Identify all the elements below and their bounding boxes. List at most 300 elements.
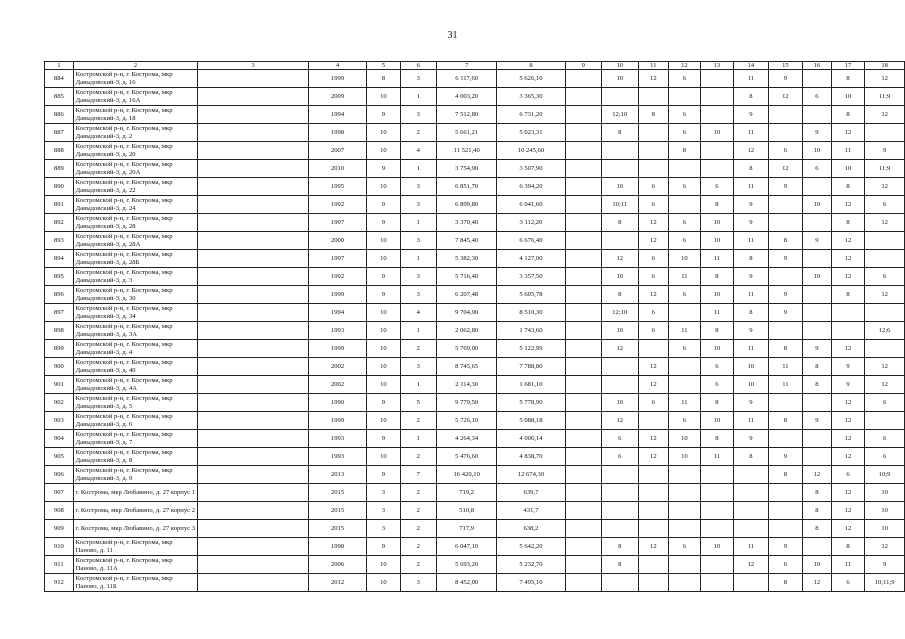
table-row (45, 106, 905, 124)
column-number-cell: 16 (803, 62, 832, 70)
table-cell: 2009 (308, 88, 366, 106)
table-cell: 6 (669, 538, 701, 556)
column-number-cell: 13 (700, 62, 734, 70)
table-cell (768, 430, 802, 448)
table-row (45, 556, 905, 574)
table-cell: 8 (734, 160, 768, 178)
table-cell (865, 124, 905, 142)
row-number-cell: 898 (45, 322, 74, 340)
address-cell: Костромской р-н, г. Кострома, мкр Давыдовский-3, д. 9 (73, 466, 197, 484)
table-cell (565, 430, 601, 448)
table-cell: 4 (400, 142, 436, 160)
table-cell (198, 160, 309, 178)
table-cell: 8 (803, 376, 832, 394)
table-cell: 3 (400, 232, 436, 250)
table-cell: 12 (865, 70, 905, 88)
table-row (45, 376, 905, 394)
table-cell: 1993 (308, 448, 366, 466)
column-number-cell: 1 (45, 62, 74, 70)
table-cell (700, 520, 734, 538)
table-cell: 11;9 (865, 88, 905, 106)
row-number-cell: 903 (45, 412, 74, 430)
table-cell: 12 (865, 106, 905, 124)
table-cell: 10 (803, 556, 832, 574)
table-cell (565, 394, 601, 412)
table-cell: 12 (865, 358, 905, 376)
table-cell: 9 (734, 106, 768, 124)
table-cell: 12 (638, 376, 669, 394)
table-cell: 8 (768, 466, 802, 484)
table-cell: 5 769,00 (437, 340, 497, 358)
table-cell (669, 520, 701, 538)
table-cell (768, 394, 802, 412)
table-cell (198, 106, 309, 124)
table-cell (669, 466, 701, 484)
table-cell: 11 (734, 340, 768, 358)
table-cell: 8 (601, 538, 638, 556)
table-cell: 3 507,90 (497, 160, 565, 178)
table-cell: 9 (768, 448, 802, 466)
table-cell: 8 (601, 124, 638, 142)
table-cell: 8 (367, 70, 401, 88)
table-cell: 12 (734, 142, 768, 160)
table-cell: 8 (831, 538, 865, 556)
table-cell (638, 484, 669, 502)
table-cell (198, 322, 309, 340)
table-cell: 12 (831, 124, 865, 142)
table-cell (198, 268, 309, 286)
table-cell: 510,8 (437, 502, 497, 520)
table-cell (601, 232, 638, 250)
table-cell: 4 (400, 304, 436, 322)
table-cell (198, 502, 309, 520)
table-cell (768, 196, 802, 214)
column-number-cell: 2 (73, 62, 197, 70)
table-cell: 3 112,20 (497, 214, 565, 232)
table-cell: 10 (601, 394, 638, 412)
table-cell: 638,2 (497, 520, 565, 538)
table-cell: 8 (803, 484, 832, 502)
table-cell (601, 88, 638, 106)
table-cell: 12 (865, 538, 905, 556)
table-cell: 9 (768, 304, 802, 322)
table-cell: 5 023,31 (497, 124, 565, 142)
table-cell: 11 (669, 322, 701, 340)
table-cell: 10 (367, 412, 401, 430)
table-cell (638, 124, 669, 142)
table-cell (565, 412, 601, 430)
table-cell: 10 (831, 88, 865, 106)
table-cell: 6 (865, 196, 905, 214)
table-cell: 6 (601, 430, 638, 448)
table-row (45, 268, 905, 286)
table-cell: 6 (865, 448, 905, 466)
table-cell: 10 (367, 448, 401, 466)
table-cell: 12 (638, 538, 669, 556)
table-cell: 6 851,70 (437, 178, 497, 196)
table-cell (198, 394, 309, 412)
table-cell: 11 521,40 (437, 142, 497, 160)
table-cell (198, 340, 309, 358)
table-cell: 1 (400, 322, 436, 340)
table-cell: 9 (768, 538, 802, 556)
table-cell: 4 006,14 (497, 430, 565, 448)
table-cell: 10 (803, 268, 832, 286)
table-cell: 6 (803, 160, 832, 178)
table-cell (198, 214, 309, 232)
row-number-cell: 894 (45, 250, 74, 268)
table-cell: 8 (700, 430, 734, 448)
table-cell: 10 (601, 178, 638, 196)
column-number-cell: 12 (669, 62, 701, 70)
table-cell: 2 (400, 520, 436, 538)
table-cell: 6 (669, 214, 701, 232)
table-cell: 3 (400, 70, 436, 88)
table-cell: 10 (700, 340, 734, 358)
table-cell: 6 (831, 466, 865, 484)
table-row (45, 214, 905, 232)
table-cell (565, 322, 601, 340)
table-cell: 6 (700, 376, 734, 394)
table-cell (198, 124, 309, 142)
table-cell: 11 (700, 304, 734, 322)
address-cell: Костромской р-н, г. Кострома, мкр Давыдовский-3, д. 28 (73, 214, 197, 232)
table-cell: 5 778,90 (497, 394, 565, 412)
table-cell: 12 (831, 484, 865, 502)
table-cell (638, 574, 669, 592)
table-cell: 12 (768, 160, 802, 178)
row-number-cell: 909 (45, 520, 74, 538)
table-cell: 8 (803, 502, 832, 520)
table-cell: 9 (734, 322, 768, 340)
table-cell: 9 (367, 214, 401, 232)
table-cell (669, 358, 701, 376)
table-cell: 12 (831, 412, 865, 430)
table-cell: 11 (768, 376, 802, 394)
table-cell (198, 430, 309, 448)
table-cell: 9 (803, 232, 832, 250)
row-number-cell: 899 (45, 340, 74, 358)
row-number-cell: 895 (45, 268, 74, 286)
table-cell (865, 412, 905, 430)
row-number-cell: 904 (45, 430, 74, 448)
table-cell: 5 626,10 (497, 70, 565, 88)
address-cell: Костромской р-н, г. Кострома, мкр Паново, д. 11 (73, 538, 197, 556)
table-row (45, 430, 905, 448)
table-cell: 9 (367, 430, 401, 448)
row-number-cell: 897 (45, 304, 74, 322)
table-cell: 5 476,60 (437, 448, 497, 466)
table-cell: 8 452,00 (437, 574, 497, 592)
table-cell: 2015 (308, 502, 366, 520)
table-row (45, 412, 905, 430)
table-cell (803, 304, 832, 322)
table-cell (638, 412, 669, 430)
table-cell: 16 420,10 (437, 466, 497, 484)
table-cell: 5 122,99 (497, 340, 565, 358)
row-number-cell: 908 (45, 502, 74, 520)
table-cell: 6 (768, 142, 802, 160)
table-cell: 12 (601, 250, 638, 268)
table-cell (700, 574, 734, 592)
table-cell (601, 466, 638, 484)
table-cell (198, 232, 309, 250)
table-cell (198, 304, 309, 322)
table-cell: 10;11 (601, 196, 638, 214)
table-cell: 6 (669, 106, 701, 124)
table-cell (638, 502, 669, 520)
table-cell (638, 160, 669, 178)
table-cell: 10 (367, 304, 401, 322)
table-cell: 11 (700, 250, 734, 268)
table-cell: 12;10 (601, 106, 638, 124)
address-cell: Костромской р-н, г. Кострома, мкр Паново, д. 11Б (73, 574, 197, 592)
table-cell: 3 370,40 (437, 214, 497, 232)
row-number-cell: 891 (45, 196, 74, 214)
table-cell: 6 047,10 (437, 538, 497, 556)
table-cell (638, 340, 669, 358)
table-cell (700, 106, 734, 124)
table-cell: 6 (638, 250, 669, 268)
table-cell: 9 (865, 556, 905, 574)
table-cell (565, 160, 601, 178)
table-cell (669, 376, 701, 394)
table-cell: 11 (669, 394, 701, 412)
table-cell: 2010 (308, 160, 366, 178)
table-cell: 3 (367, 484, 401, 502)
table-cell: 5 693,20 (437, 556, 497, 574)
table-cell: 431,7 (497, 502, 565, 520)
table-cell: 8 (601, 214, 638, 232)
table-cell: 6 394,20 (497, 178, 565, 196)
table-cell (768, 520, 802, 538)
row-number-cell: 906 (45, 466, 74, 484)
row-number-cell: 887 (45, 124, 74, 142)
table-cell: 11 (734, 124, 768, 142)
table-cell: 10;11;9 (865, 574, 905, 592)
table-cell (700, 502, 734, 520)
table-cell: 8 (768, 412, 802, 430)
table-row (45, 196, 905, 214)
address-cell: Костромской р-н, г. Кострома, мкр Давыдовский-3, д. 20 (73, 142, 197, 160)
table-cell: 10 (700, 214, 734, 232)
table-cell: 10 (734, 376, 768, 394)
table-cell: 10 (367, 124, 401, 142)
table-cell: 9 (803, 340, 832, 358)
column-number-cell: 18 (865, 62, 905, 70)
table-cell (198, 250, 309, 268)
table-cell: 10 (367, 556, 401, 574)
table-cell (565, 538, 601, 556)
table-cell: 6 (638, 304, 669, 322)
table-cell (865, 304, 905, 322)
table-cell: 6 (669, 232, 701, 250)
table-row (45, 574, 905, 592)
table-cell (768, 322, 802, 340)
table-cell: 3 (400, 286, 436, 304)
row-number-cell: 910 (45, 538, 74, 556)
table-cell: 9 779,50 (437, 394, 497, 412)
table-cell (565, 502, 601, 520)
table-cell: 10 (700, 412, 734, 430)
table-cell: 10 (831, 160, 865, 178)
row-number-cell: 884 (45, 70, 74, 88)
address-cell: г. Кострома, мкр Любавино, д. 27 корпус 3 (73, 520, 197, 538)
table-cell: 4 127,00 (497, 250, 565, 268)
table-cell: 1993 (308, 322, 366, 340)
table-cell: 5 726,10 (437, 412, 497, 430)
table-cell (601, 574, 638, 592)
table-cell: 8 (803, 520, 832, 538)
table-cell: 11 (734, 70, 768, 88)
table-cell: 8 745,65 (437, 358, 497, 376)
table-row (45, 448, 905, 466)
table-cell: 6 (700, 178, 734, 196)
table-cell (638, 556, 669, 574)
table-row (45, 394, 905, 412)
table-cell: 10 (700, 538, 734, 556)
table-cell: 5 088,18 (497, 412, 565, 430)
table-cell (198, 448, 309, 466)
row-number-cell: 888 (45, 142, 74, 160)
row-number-cell: 902 (45, 394, 74, 412)
table-row (45, 286, 905, 304)
address-cell: г. Кострома, мкр Любавино, д. 27 корпус 2 (73, 502, 197, 520)
table-cell: 7 495,10 (497, 574, 565, 592)
table-cell (669, 484, 701, 502)
address-cell: Костромской р-н, г. Кострома, мкр Давыдовский-3, д. 8 (73, 448, 197, 466)
address-cell: Костромской р-н, г. Кострома, мкр Давыдовский-3, д. 16 (73, 70, 197, 88)
table-cell (768, 502, 802, 520)
column-number-cell: 15 (768, 62, 802, 70)
table-cell: 2 114,30 (437, 376, 497, 394)
table-cell (734, 574, 768, 592)
table-cell: 6 (638, 322, 669, 340)
table-cell: 11 (734, 538, 768, 556)
table-cell (601, 160, 638, 178)
table-cell: 6 (669, 412, 701, 430)
table-cell: 10 (367, 376, 401, 394)
table-cell: 6 041,60 (497, 196, 565, 214)
table-cell: 10 245,60 (497, 142, 565, 160)
table-cell (198, 142, 309, 160)
table-cell (198, 286, 309, 304)
table-cell: 12 (803, 574, 832, 592)
table-cell (803, 538, 832, 556)
table-cell: 6 (865, 394, 905, 412)
column-number-cell: 6 (400, 62, 436, 70)
table-cell: 11 (768, 358, 802, 376)
table-cell: 6 (768, 556, 802, 574)
table-cell: 12 (601, 340, 638, 358)
table-cell: 6 207,48 (437, 286, 497, 304)
table-cell: 1 681,10 (497, 376, 565, 394)
table-cell (669, 574, 701, 592)
table-cell (565, 286, 601, 304)
table-cell (700, 466, 734, 484)
table-cell (638, 88, 669, 106)
table-cell (601, 142, 638, 160)
table-cell (601, 502, 638, 520)
table-cell (734, 502, 768, 520)
table-cell: 9 (768, 70, 802, 88)
table-cell: 1 (400, 430, 436, 448)
table-cell (803, 214, 832, 232)
table-cell: 8 (831, 286, 865, 304)
table-row (45, 340, 905, 358)
table-cell (669, 160, 701, 178)
table-cell: 3 (367, 502, 401, 520)
table-cell (734, 466, 768, 484)
table-cell: 6 731,20 (497, 106, 565, 124)
table-cell (700, 160, 734, 178)
table-cell: 7 512,80 (437, 106, 497, 124)
table-cell (565, 376, 601, 394)
table-cell (638, 520, 669, 538)
table-cell: 12 (638, 232, 669, 250)
table-cell: 12 (638, 358, 669, 376)
table-row (45, 322, 905, 340)
address-cell: Костромской р-н, г. Кострома, мкр Давыдовский-3, д. 24 (73, 196, 197, 214)
table-cell: 9 704,90 (437, 304, 497, 322)
table-row (45, 358, 905, 376)
table-cell: 11 (734, 232, 768, 250)
table-cell: 1993 (308, 430, 366, 448)
table-cell: 3 365,30 (497, 88, 565, 106)
table-row (45, 232, 905, 250)
table-cell: 12 (831, 430, 865, 448)
table-cell (565, 520, 601, 538)
table-cell: 5 382,30 (437, 250, 497, 268)
table-cell: 8 (734, 88, 768, 106)
table-cell (865, 232, 905, 250)
table-cell (565, 250, 601, 268)
table-cell: 11;9 (865, 160, 905, 178)
table-row (45, 484, 905, 502)
table-cell (768, 124, 802, 142)
table-cell: 12 (865, 376, 905, 394)
table-cell (638, 142, 669, 160)
table-cell: 9 (768, 286, 802, 304)
table-cell: 12 (831, 232, 865, 250)
table-cell: 9 (367, 538, 401, 556)
table-cell (565, 484, 601, 502)
table-cell: 11 (734, 286, 768, 304)
table-cell: 7 788,80 (497, 358, 565, 376)
table-cell: 3 (400, 196, 436, 214)
table-cell: 1 (400, 160, 436, 178)
table-cell: 6 117,60 (437, 70, 497, 88)
table-cell: 5 661,21 (437, 124, 497, 142)
table-cell: 9 (367, 106, 401, 124)
row-number-cell: 889 (45, 160, 74, 178)
table-cell: 10 (669, 448, 701, 466)
table-cell (734, 520, 768, 538)
table-cell: 12 (831, 394, 865, 412)
table-cell: 12 (638, 448, 669, 466)
table-cell: 1992 (308, 268, 366, 286)
table-cell: 12 (638, 430, 669, 448)
table-cell: 10 (700, 286, 734, 304)
table-cell (803, 286, 832, 304)
table-cell (803, 70, 832, 88)
table-cell (700, 556, 734, 574)
table-row (45, 502, 905, 520)
table-cell: 8 (700, 322, 734, 340)
table-cell: 12 (831, 196, 865, 214)
row-number-cell: 892 (45, 214, 74, 232)
address-cell: Костромской р-н, г. Кострома, мкр Давыдовский-3, д. 28А (73, 232, 197, 250)
